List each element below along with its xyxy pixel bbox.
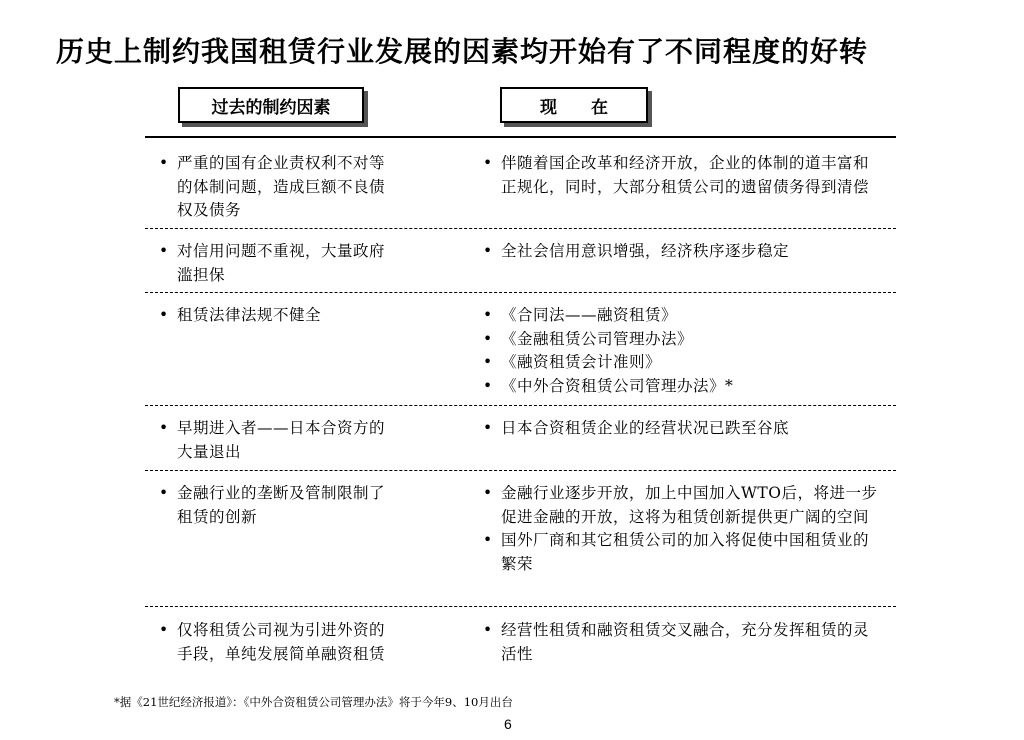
present-item: • 国外厂商和其它租赁公司的加入将促使中国租赁业的繁荣 (483, 529, 883, 576)
present-item: • 《金融租赁公司管理办法》 (483, 328, 883, 352)
row-divider (145, 292, 896, 293)
present-item: • 经营性租赁和融资租赁交叉融合，充分发挥租赁的灵活性 (483, 619, 883, 666)
present-item: • 《中外合资租赁公司管理办法》* (483, 375, 883, 399)
past-item: • 租赁法律法规不健全 (159, 304, 399, 328)
past-column (159, 417, 399, 464)
present-column (483, 152, 883, 199)
past-item: • 严重的国有企业责权利不对等的体制问题，造成巨额不良债权及债务 (159, 152, 399, 223)
present-column (483, 482, 883, 576)
past-item: • 金融行业的垄断及管制限制了租赁的创新 (159, 482, 399, 529)
past-column (159, 304, 399, 328)
past-constraints-header: 过去的制约因素 (178, 87, 364, 123)
present-item: • 全社会信用意识增强，经济秩序逐步稳定 (483, 240, 883, 264)
present-header: 现 在 (500, 87, 648, 123)
row-divider (145, 606, 896, 607)
present-item: • 日本合资租赁企业的经营状况已跌至谷底 (483, 417, 883, 441)
present-column (483, 304, 883, 398)
past-column (159, 482, 399, 529)
table-top-rule (145, 136, 896, 138)
past-column (159, 152, 399, 223)
row-divider (145, 470, 896, 471)
row-divider (145, 405, 896, 406)
present-column (483, 417, 883, 441)
present-item: • 金融行业逐步开放，加上中国加入WTO后，将进一步促进金融的开放，这将为租赁创新提供更广阔的空间 (483, 482, 883, 529)
past-column (159, 240, 399, 287)
past-item: • 早期进入者——日本合资方的大量退出 (159, 417, 399, 464)
present-column (483, 619, 883, 666)
page-number: 6 (504, 716, 512, 732)
page-title: 历史上制约我国租赁行业发展的因素均开始有了不同程度的好转 (56, 35, 869, 68)
past-item: • 对信用问题不重视，大量政府滥担保 (159, 240, 399, 287)
footnote: *据《21世纪经济报道》：《中外合资租赁公司管理办法》将于今年9、10月出台 (114, 695, 513, 709)
past-item: • 仅将租赁公司视为引进外资的手段，单纯发展简单融资租赁 (159, 619, 399, 666)
past-column (159, 619, 399, 666)
present-column (483, 240, 883, 264)
present-item: • 伴随着国企改革和经济开放，企业的体制的道丰富和正规化，同时，大部分租赁公司的遗留债务得到清偿 (483, 152, 883, 199)
present-item: • 《融资租赁会计准则》 (483, 351, 883, 375)
row-divider (145, 228, 896, 229)
present-item: • 《合同法——融资租赁》 (483, 304, 883, 328)
